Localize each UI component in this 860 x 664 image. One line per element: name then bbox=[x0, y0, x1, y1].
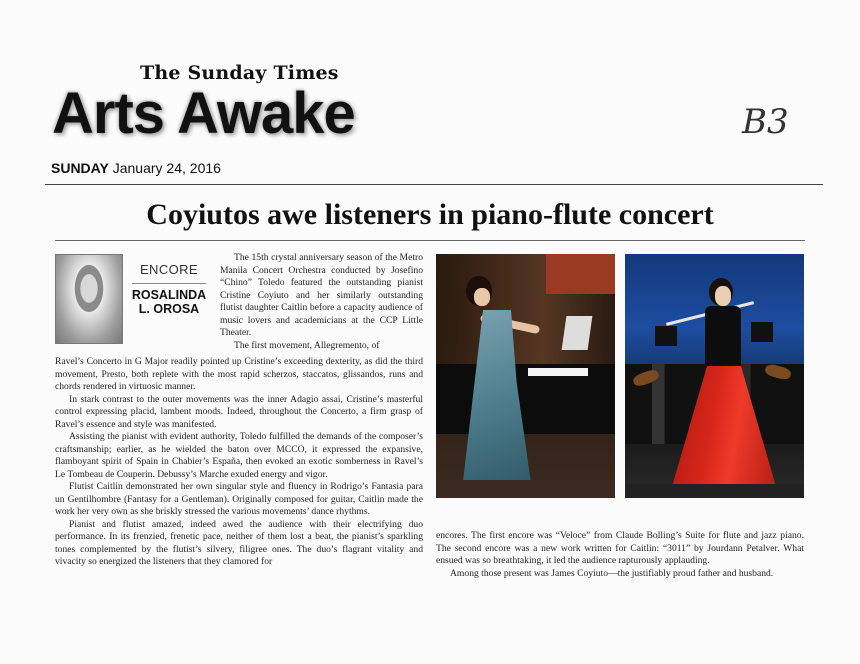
author-name-line2: L. OROSA bbox=[138, 302, 200, 316]
paragraph-3: In stark contrast to the outer movements was the inner Adagio assai, Cristine’s masterful control expressing placid, lambent moods. Indeed, throughout the Concerto, a firm grasp of Ravel’s essence and style was manifested. bbox=[55, 393, 423, 430]
top-divider bbox=[45, 184, 823, 185]
flutist-face bbox=[715, 286, 731, 306]
flutist-top bbox=[705, 306, 741, 368]
paragraph-6: Pianist and flutist amazed, indeed awed the audience with their electrifying duo performance. In its frenzied, frenetic pace, neither of them lost a beat, the pianist’s sparkling tones complemented by the flutist’s silvery, filigree ones. The duo’s flagrant vitality and vivacity so energized the listeners that they clamored for bbox=[55, 518, 423, 567]
paragraph-5: Flutist Caitlin demonstrated her own singular style and fluency in Rodrigo’s Fantasia para un Gentilhombre (Fantasy for a Gentleman). Originally composed for guitar, Caitlin made the work her very own as she briskly stressed the various movements’ dance rhythms. bbox=[55, 481, 423, 517]
music-stand bbox=[562, 316, 593, 350]
author-photo bbox=[55, 254, 123, 344]
paragraph-2-continued: Ravel’s Concerto in G Major readily pointed up Cristine’s exceeding dexterity, as did the third movement, Presto, both replete with the most rapid scherzos, staccatos, glissandos, runs and chords rendered in virtuosic manner. bbox=[55, 356, 423, 392]
paragraph-8: Among those present was James Coyiuto—the justifiably proud father and husband. bbox=[450, 567, 774, 579]
flutist-photo bbox=[625, 254, 804, 498]
piano-keys bbox=[528, 368, 588, 376]
article-headline: Coyiutos awe listeners in piano-flute concert bbox=[146, 198, 714, 231]
dateline bbox=[51, 160, 221, 176]
byline-box bbox=[124, 262, 214, 316]
paragraph-7: encores. The first encore was “Veloce” from Claude Bolling’s Suite for flute and jazz piano. The second encore was a new work written for Caitlin: “3011” by Jourdann Petalver. What ensued was so breathtaking, it led the audience rapturously applauding. bbox=[436, 530, 804, 566]
pianist-face bbox=[474, 288, 490, 306]
headline-divider bbox=[55, 240, 805, 241]
dateline-day: SUNDAY bbox=[51, 160, 109, 176]
page-number: B3 bbox=[742, 102, 789, 142]
paragraph-1: The 15th crystal anniversary season of the Metro Manila Concert Orchestra conducted by Josefino “Chino” Toledo featured the outstanding pianist Cristine Coyiuto and her similarly outstanding flutist daughter Caitlin before a capacity audience of music lovers and academicians at the CCP Little Theater. bbox=[220, 252, 423, 338]
stage-floor bbox=[625, 484, 804, 498]
music-stand-left bbox=[655, 326, 677, 346]
column-kicker: ENCORE bbox=[139, 262, 199, 277]
masthead-title: Arts Awake bbox=[52, 81, 355, 146]
article-column-intro bbox=[220, 252, 423, 352]
paragraph-4: Assisting the pianist with evident authority, Toledo fulfilled the demands of the composer’s craftsmanship; earlier, as he wielded the baton over MCCO, it expressed the expansive, flamboyant spirit of Spain in Chabier’s España, then evoked an exotic somberness in Ravel’s Le Tombeau de Couperin. Debussy’s Marche exuded energy and vigor. bbox=[55, 431, 423, 480]
music-stand-right bbox=[751, 322, 773, 342]
stage-floor bbox=[436, 480, 615, 498]
author-name-line1: ROSALINDA bbox=[131, 288, 207, 302]
pianist-photo bbox=[436, 254, 615, 498]
article-column-left bbox=[55, 356, 423, 569]
article-column-right bbox=[436, 530, 804, 580]
red-wall bbox=[546, 254, 615, 294]
byline-divider bbox=[132, 283, 206, 284]
piano bbox=[436, 364, 615, 434]
masthead-subtitle: The Sunday Times bbox=[140, 62, 339, 84]
dateline-date: January 24, 2016 bbox=[112, 160, 221, 176]
paragraph-2-start: The first movement, Allegremento, of bbox=[234, 339, 380, 351]
